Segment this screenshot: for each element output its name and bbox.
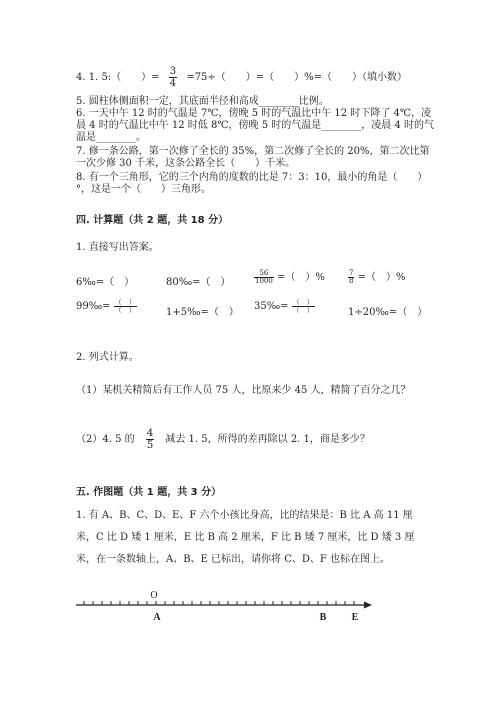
row2-c1-fraction	[114, 299, 137, 314]
row1-c3-num: 56	[254, 270, 274, 278]
row2-c3-den: （ ）	[292, 306, 314, 314]
row2-c3-num: （ ）	[292, 298, 314, 306]
calc2-pre: （2）4. 5 的	[76, 434, 135, 445]
row2-c1-num: （ ）	[114, 298, 136, 306]
calc-row1-cell1: 6‰=（ ）	[76, 277, 135, 288]
row2-c3-fraction	[292, 299, 315, 314]
number-line	[0, 590, 500, 630]
question-5: 5. 圆柱体侧面积一定，其底面半径和高成________比例。	[76, 96, 329, 107]
calc-row1-cell2: 80‰=（ ）	[166, 277, 231, 288]
row1-c4-den: 8	[349, 277, 354, 285]
q4-fraction	[169, 66, 177, 89]
row1-c3-tail: =（ ）%	[277, 272, 325, 283]
section-5-title: 五. 作图题（共 1 题，共 3 分）	[76, 487, 222, 498]
calc-row2-cell3	[254, 299, 315, 314]
calc-row1-cell4	[348, 268, 406, 285]
calc-row2-cell4: 1÷20‰=（ ）	[348, 307, 428, 318]
calc2-den: 5	[146, 440, 154, 451]
q4-frac-num: 3	[169, 66, 177, 77]
row1-c4-fraction	[348, 270, 354, 285]
q4-prefix: 4. 1. 5:（ ）=	[76, 72, 160, 83]
q4-frac-den: 4	[169, 78, 177, 89]
row1-c4-tail: =（ ）%	[357, 272, 406, 283]
row1-c3-fraction	[254, 270, 274, 285]
axis-label-b: B	[319, 612, 327, 623]
row2-c1-den: （ ）	[114, 306, 136, 314]
q4-suffix: =75÷（ ）=（ ）%=（ ）（填小数）	[186, 72, 408, 83]
calc-row1-cell3	[254, 268, 325, 285]
calc2-fraction	[146, 428, 154, 451]
row2-c1-pre: 99‰=	[76, 301, 111, 312]
section-4-sub1: 1. 直接写出答案。	[76, 242, 159, 253]
axis-origin-label: O	[150, 590, 158, 601]
calc-problem-2	[76, 428, 370, 451]
calc2-num: 4	[146, 428, 154, 439]
question-4	[76, 66, 407, 89]
axis-label-e: E	[351, 612, 359, 623]
section-5-question-1: 1. 有 A、B、C、D、E、F 六个小孩比身高，比的结果是：B 比 A 高 11 厘米，C 比 D 矮 1 厘米，E 比 B 高 2 厘米，F 比 B 矮 7 厘米，比 D 矮 3 厘米，在一条数轴上，A、B、E 已标出，请你将 C、D、F 也标在图上。	[76, 510, 415, 565]
row1-c4-num: 7	[349, 269, 354, 277]
section-4-sub2: 2. 列式计算。	[76, 352, 139, 363]
question-8: 8. 有一个三角形，它的三个内角的度数的比是 7：3：10，最小的角是（ ）°，这是一个（ ）三角形。	[76, 172, 428, 195]
row2-c3-pre: 35‰=	[254, 301, 289, 312]
calc2-post: 减去 1. 5，所得的差再除以 2. 1，商是多少？	[165, 434, 370, 445]
question-6: 6. 一天中午 12 时的气温是 7℃，傍晚 5 时的气温比中午 12 时下降了 4℃，凌晨 4 时的气温比中午 12 时低 8℃，傍晚 5 时的气温是________，凌晨 4 时的气温是________。	[76, 108, 434, 143]
question-7: 7. 修一条公路，第一次修了全长的 35%，第二次修了全长的 20%，第二次比第一次少修 30 千米，这条公路全长（ ）千米。	[76, 146, 430, 169]
row1-c3-den: 1000	[255, 277, 273, 285]
section-4-title: 四. 计算题（共 2 题，共 18 分）	[76, 215, 229, 226]
calc-problem-1: （1）某机关精简后有工作人员 75 人，比原来少 45 人，精简了百分之几？	[76, 385, 411, 396]
calc-row2-cell2: 1+5‰=（ ）	[166, 307, 239, 318]
axis-label-a: A	[153, 612, 161, 623]
calc-row2-cell1	[76, 299, 137, 314]
